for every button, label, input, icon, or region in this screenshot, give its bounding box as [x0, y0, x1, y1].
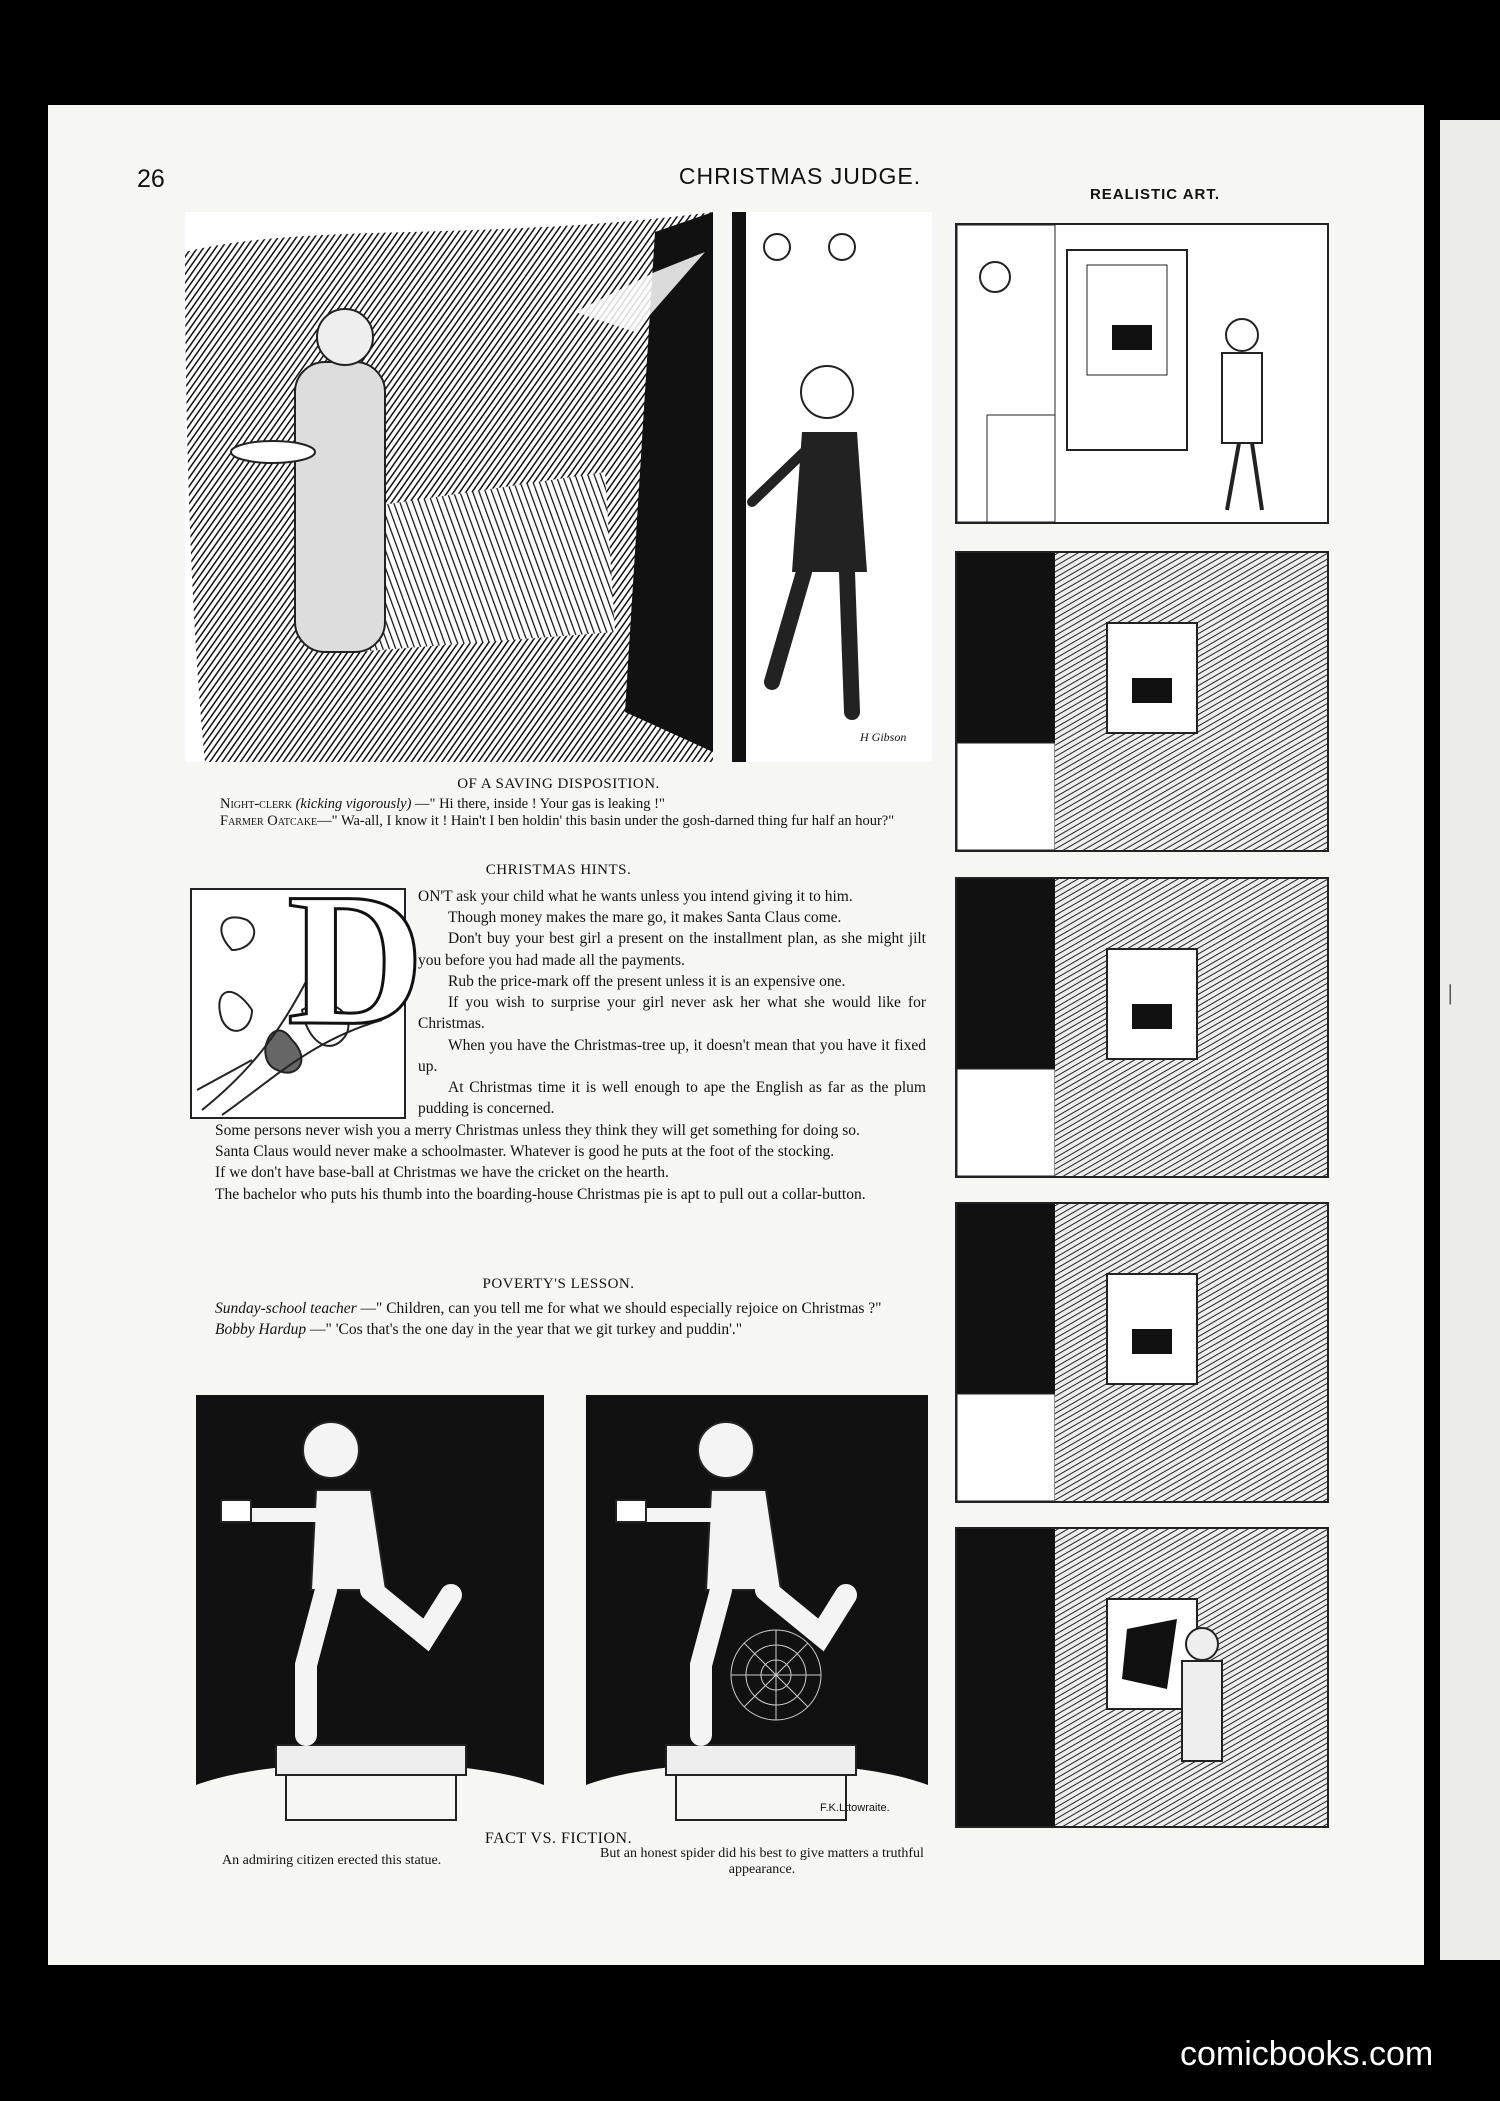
- hint-paragraph: Rub the price-mark off the present unless it is an expensive one.: [448, 973, 846, 990]
- hint-paragraph: If we don't have base-ball at Christmas we have the cricket on the hearth.: [215, 1164, 669, 1182]
- fact-caption: An admiring citizen erected this statue.: [222, 1853, 442, 1868]
- christmas-hints-text-wrap: [418, 971, 926, 1119]
- hint-paragraph: The bachelor who puts his thumb into the boarding-house Christmas pie is apt to pull out a collar-button.: [215, 1185, 866, 1203]
- saving-disposition-title: OF A SAVING DISPOSITION.: [457, 776, 660, 792]
- hint-paragraph: If you wish to surprise your girl never ask her what she would like for Christmas.: [418, 994, 926, 1033]
- teacher-line: —" Children, can you tell me for what we should especially rejoice on Christmas ?": [356, 1300, 882, 1317]
- fact-vs-fiction-title: FACT VS. FICTION.: [484, 1830, 633, 1847]
- speaker-farmer-oatcake: Farmer Oatcake: [220, 813, 318, 829]
- magazine-title: CHRISTMAS JUDGE.: [678, 163, 922, 189]
- saving-disposition-caption: [185, 796, 927, 830]
- bobby-line: —" 'Cos that's the one day in the year that we git turkey and puddin'.": [306, 1321, 743, 1339]
- christmas-hints-text-beside: [418, 886, 926, 971]
- artist-signature-bottom: F.K.Lttowraite.: [820, 1802, 890, 1814]
- christmas-hints-title: CHRISTMAS HINTS.: [485, 862, 632, 878]
- speaker-bobby: Bobby Hardup: [215, 1321, 307, 1339]
- hint-paragraph: At Christmas time it is well enough to ape the English as far as the plum pudding is concerned.: [418, 1079, 926, 1118]
- realistic-art-panel-1: [955, 223, 1329, 524]
- realistic-art-panel-4: [955, 1202, 1329, 1503]
- artist-signature-top: H Gibson: [860, 730, 907, 744]
- spider-web-icon: [731, 1630, 821, 1720]
- illustration-bedroom: [185, 212, 713, 762]
- realistic-art-panel-2: [955, 551, 1329, 852]
- watermark-text: comicbooks.com: [1180, 2035, 1434, 2073]
- christmas-hints-text-full: [185, 1120, 926, 1205]
- realistic-art-panel-5: [955, 1527, 1329, 1828]
- illustration-night-clerk: [732, 212, 932, 762]
- fiction-caption: But an honest spider did his best to give matters a truthful appearance.: [600, 1846, 924, 1877]
- page-gutter: [1424, 105, 1440, 1965]
- hint-paragraph: Some persons never wish you a merry Christmas unless they think they will get something for doing so.: [215, 1122, 860, 1139]
- hint-paragraph: When you have the Christmas-tree up, it doesn't mean that you have it fixed up.: [418, 1036, 926, 1075]
- farmer-oatcake-line: —" Wa-all, I know it ! Hain't I ben holdin' this basin under the gosh-darned thing fur half an hour?": [317, 813, 895, 829]
- speaker-night-clerk: Night-clerk: [220, 796, 292, 812]
- povertys-lesson-title: POVERTY'S LESSON.: [482, 1276, 635, 1292]
- dropcap-illustration: [190, 855, 425, 1119]
- speaker-teacher: Sunday-school teacher: [215, 1300, 357, 1317]
- hint-paragraph: Santa Claus would never make a schoolmaster. Whatever is good he puts at the foot of the stocking.: [215, 1143, 835, 1161]
- night-clerk-line: —" Hi there, inside ! Your gas is leaking !": [415, 796, 665, 812]
- povertys-lesson-text: [185, 1298, 926, 1340]
- realistic-art-title: REALISTIC ART.: [1089, 186, 1221, 203]
- hint-paragraph: Though money makes the mare go, it makes Santa Claus come.: [448, 909, 842, 927]
- stage-direction: (kicking vigorously): [295, 796, 412, 812]
- statue-panel-fact: [196, 1395, 544, 1835]
- page-number: 26: [137, 165, 165, 193]
- statue-panel-fiction: [586, 1395, 928, 1835]
- hint-paragraph: Don't buy your best girl a present on the installment plan, as she might jilt you before you had made all the payments.: [418, 930, 926, 969]
- realistic-art-panel-3: [955, 877, 1329, 1178]
- dropcap-letter: D: [287, 855, 425, 1065]
- hint-first-line: ON'T ask your child what he wants unless you intend giving it to him.: [418, 888, 853, 905]
- next-page-edge: |: [1440, 120, 1500, 1960]
